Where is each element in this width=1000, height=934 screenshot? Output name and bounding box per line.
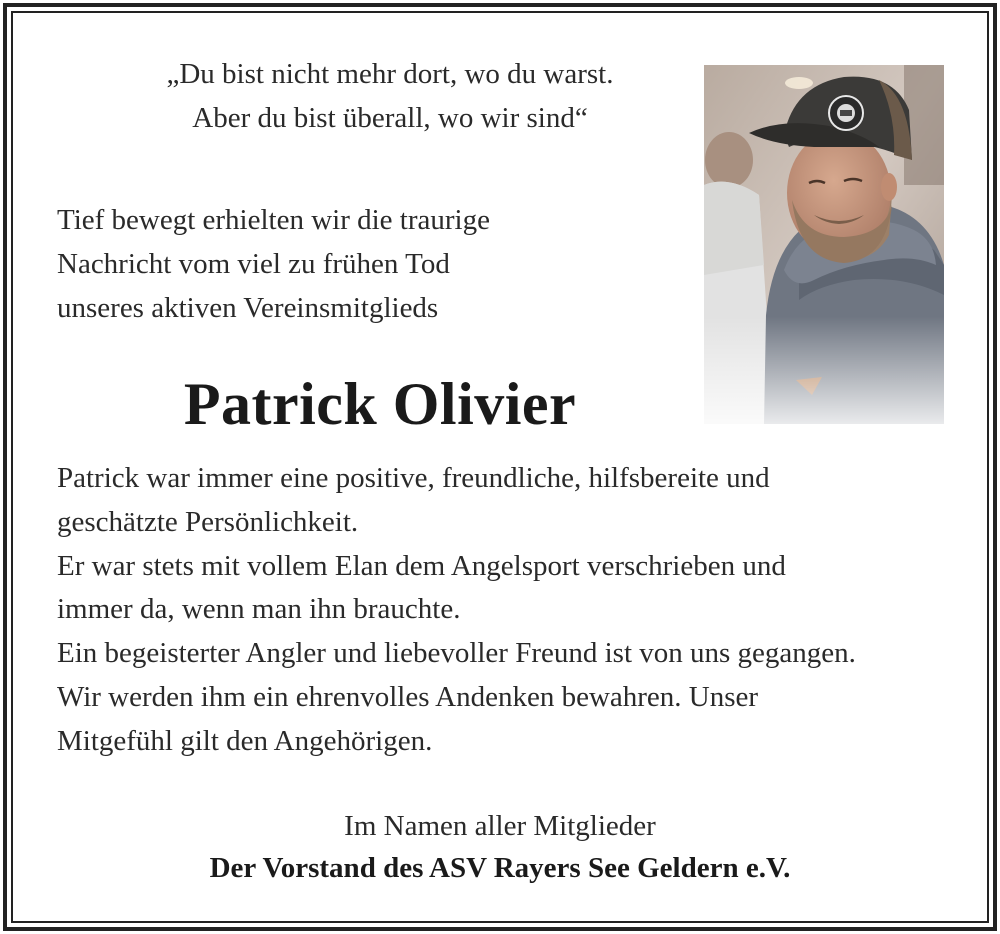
signoff bbox=[0, 806, 1000, 890]
quote-line-1: „Du bist nicht mehr dort, wo du warst. bbox=[166, 58, 614, 90]
quote-line-2: Aber du bist überall, wo wir sind“ bbox=[192, 102, 588, 134]
intro-line: Tief bewegt erhielten wir die traurige bbox=[57, 204, 490, 236]
signoff-organization: Der Vorstand des ASV Rayers See Geldern e.V. bbox=[209, 852, 791, 884]
tribute-line: Mitgefühl gilt den Angehörigen. bbox=[57, 724, 433, 757]
tribute-paragraph bbox=[57, 457, 957, 764]
deceased-name: Patrick Olivier bbox=[183, 371, 577, 437]
tribute-line: Wir werden ihm ein ehrenvolles Andenken bewahren. Unser bbox=[57, 680, 759, 713]
tribute-line: geschätzte Persönlichkeit. bbox=[57, 505, 359, 538]
signoff-line-1: Im Namen aller Mitglieder bbox=[344, 810, 656, 842]
tribute-line: immer da, wenn man ihn brauchte. bbox=[57, 593, 461, 626]
portrait-man-with-cap-icon bbox=[704, 65, 944, 424]
tribute-line: Patrick war immer eine positive, freundliche, hilfsbereite und bbox=[57, 462, 770, 494]
memorial-quote bbox=[40, 52, 740, 140]
tribute-line: Er war stets mit vollem Elan dem Angelsport verschrieben und bbox=[57, 549, 786, 582]
intro-line: Nachricht vom viel zu frühen Tod bbox=[57, 248, 450, 280]
intro-line: unseres aktiven Vereinsmitglieds bbox=[57, 292, 439, 324]
intro-paragraph bbox=[57, 198, 697, 330]
portrait-photo bbox=[704, 65, 944, 424]
tribute-line: Ein begeisterter Angler und liebevoller Freund ist von uns gegangen. bbox=[57, 637, 856, 670]
